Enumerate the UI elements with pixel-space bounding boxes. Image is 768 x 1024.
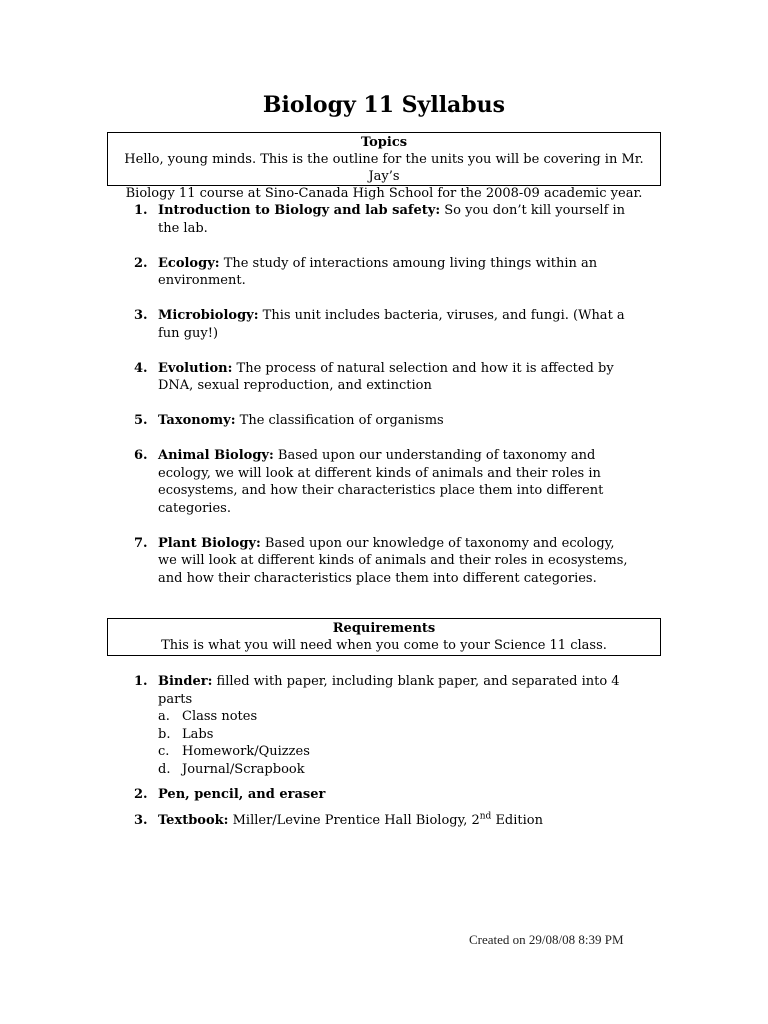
- binder-parts-list: [158, 708, 630, 778]
- topic-number: 4.: [134, 360, 148, 376]
- topic-term: Taxonomy:: [158, 413, 236, 428]
- requirement-description: Miller/Levine Prentice Hall Biology, 2: [232, 812, 480, 828]
- page-title: Biology 11 Syllabus: [262, 92, 506, 118]
- topic-item: [130, 307, 630, 342]
- requirement-term: Binder:: [158, 674, 213, 689]
- binder-part: [158, 726, 630, 744]
- binder-part-letter: a.: [158, 709, 170, 724]
- requirement-description: filled with paper, including blank paper, and separated into 4 parts: [158, 674, 620, 707]
- requirement-number: 3.: [134, 812, 148, 828]
- topic-number: 3.: [134, 308, 148, 323]
- topics-intro-line-2: Biology 11 course at Sino-Canada High School for the 2008-09 academic year.: [125, 186, 643, 201]
- topic-item: [130, 535, 630, 588]
- topic-number: 7.: [134, 535, 148, 551]
- requirement-number: 2.: [134, 787, 148, 802]
- topic-item: [130, 447, 630, 517]
- requirement-number: 1.: [134, 674, 148, 689]
- topic-term: Animal Biology:: [158, 448, 274, 463]
- requirement-term: Textbook:: [158, 812, 229, 828]
- created-timestamp: Created on 29/08/08 8:39 PM: [469, 932, 624, 947]
- requirement-description-end: Edition: [491, 812, 543, 828]
- topic-description: Based upon our knowledge of taxonomy and ecology, we will look at different kinds of animals and their roles in ecosystems, and how their characteristics place them into different categories.: [158, 535, 628, 586]
- binder-part-text: Journal/Scrapbook: [182, 761, 305, 777]
- topic-description: The classification of organisms: [239, 413, 444, 428]
- binder-part-letter: b.: [158, 726, 171, 742]
- topic-term: Plant Biology:: [158, 535, 261, 551]
- binder-part-text: Labs: [182, 726, 214, 742]
- requirement-textbook: [130, 812, 630, 830]
- binder-part-letter: c.: [158, 744, 170, 759]
- topic-description: So you don’t kill yourself in the lab.: [158, 203, 626, 236]
- binder-part: [158, 708, 630, 726]
- requirements-list: [130, 673, 630, 837]
- topics-heading: Topics: [360, 135, 408, 150]
- binder-part-text: Homework/Quizzes: [182, 744, 310, 759]
- topic-number: 1.: [134, 203, 148, 218]
- binder-part: [158, 743, 630, 761]
- requirements-heading: Requirements: [332, 621, 436, 636]
- topic-item: [130, 202, 630, 237]
- requirements-intro: This is what you will need when you come to your Science 11 class.: [161, 638, 607, 653]
- binder-part-letter: d.: [158, 761, 171, 777]
- topic-description: The study of interactions amoung living things within an environment.: [158, 255, 598, 288]
- topic-number: 6.: [134, 448, 148, 463]
- requirement-binder: [130, 673, 630, 778]
- binder-part: [158, 761, 630, 779]
- topic-number: 2.: [134, 255, 148, 271]
- requirement-pen: [130, 786, 630, 804]
- topics-box: [107, 132, 661, 201]
- topic-item: [130, 255, 630, 290]
- topic-description: Based upon our understanding of taxonomy and ecology, we will look at different kinds of animals and their roles in ecosystems, and how their characteristics place them into different categories.: [158, 448, 604, 516]
- topic-item: [130, 360, 630, 395]
- topics-intro-line-1: Hello, young minds. This is the outline for the units you will be covering in Mr. Jay’s: [124, 152, 644, 184]
- topic-term: Ecology:: [158, 255, 220, 271]
- binder-part-text: Class notes: [182, 709, 258, 724]
- topic-term: Evolution:: [158, 360, 233, 376]
- requirements-box: [107, 618, 661, 656]
- requirement-term: Pen, pencil, and eraser: [158, 787, 326, 802]
- topic-term: Microbiology:: [158, 308, 259, 323]
- edition-superscript: nd: [479, 811, 492, 822]
- topics-list: [130, 202, 630, 605]
- topic-description: The process of natural selection and how it is affected by DNA, sexual reproduction, and extinction: [158, 360, 614, 393]
- topic-item: [130, 412, 630, 430]
- topic-description: This unit includes bacteria, viruses, and fungi. (What a fun guy!): [158, 308, 625, 341]
- topic-number: 5.: [134, 413, 148, 428]
- topic-term: Introduction to Biology and lab safety:: [158, 203, 441, 218]
